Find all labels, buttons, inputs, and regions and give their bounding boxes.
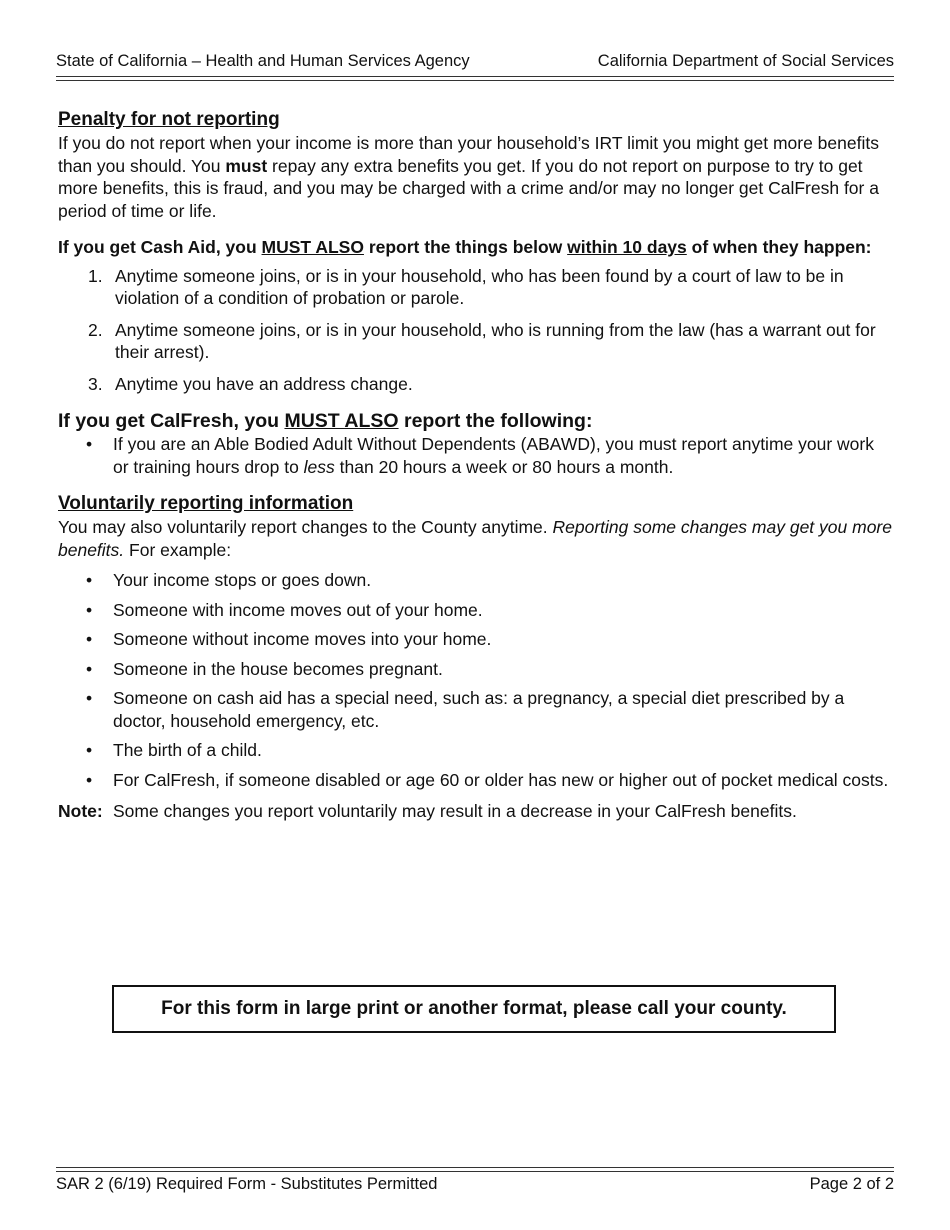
penalty-paragraph: If you do not report when your income is more than your household’s IRT limit you might get more benefits than you should. You must repay any extra benefits you get. If you do not report on purpose to try to get more benefits, this is fraud, and you may be charged with a crime and/or may no longer get CalFresh for a period of time or life.: [58, 133, 879, 221]
large-print-callout: For this form in large print or another format, please call your county.: [112, 985, 836, 1033]
cash-aid-list: [58, 265, 894, 396]
list-item: • For CalFresh, if someone disabled or age 60 or older has new or higher out of pocket medical costs.: [86, 769, 889, 790]
bullet-icon: •: [86, 434, 93, 454]
header-department: California Department of Social Services: [597, 52, 894, 70]
header-agency: State of California – Health and Human Services Agency: [56, 52, 470, 70]
bullet-icon: •: [86, 740, 93, 760]
header-rule: [56, 76, 894, 77]
voluntary-intro: You may also voluntarily report changes to the County anytime. Reporting some changes may get you more benefits. For example:: [58, 517, 892, 560]
page-footer: [56, 1175, 894, 1194]
bullet-icon: •: [86, 658, 93, 679]
footer-rule: [56, 1167, 894, 1168]
page-header: [56, 52, 894, 71]
bullet-icon: •: [86, 599, 93, 620]
voluntary-list: [58, 569, 894, 791]
list-item: 2. Anytime someone joins, or is in your household, who is running from the law (has a warrant out for their arrest).: [88, 319, 876, 362]
form-id: SAR 2 (6/19) Required Form - Substitutes Permitted: [56, 1175, 438, 1193]
calfresh-title: If you get CalFresh, you MUST ALSO report the following:: [58, 410, 593, 432]
bullet-icon: •: [86, 688, 93, 708]
list-item: • The birth of a child.: [86, 740, 262, 760]
cash-aid-intro: If you get Cash Aid, you MUST ALSO report the things below within 10 days of when they happen:: [58, 237, 872, 257]
list-item: • Someone without income moves into your home.: [86, 629, 492, 649]
list-item: • Someone on cash aid has a special need, such as: a pregnancy, a special diet prescribed by a doctor, household emergency, etc.: [86, 688, 845, 731]
footer-rule-double: [56, 1171, 894, 1172]
list-item: 1. Anytime someone joins, or is in your household, who has been found by a court of law to be in violation of a condition of probation or parole.: [88, 265, 844, 308]
bullet-icon: •: [86, 570, 93, 590]
list-item: • Someone in the house becomes pregnant.: [86, 658, 443, 679]
list-item: • If you are an Able Bodied Adult Without Dependents (ABAWD), you must report anytime your work or training hours drop to less than 20 hours a week or 80 hours a month.: [86, 434, 874, 477]
bullet-icon: •: [86, 629, 93, 649]
note-text: Some changes you report voluntarily may result in a decrease in your CalFresh benefits.: [113, 801, 797, 821]
bullet-icon: •: [86, 769, 93, 790]
penalty-title: Penalty for not reporting: [58, 109, 280, 130]
note: [58, 800, 894, 823]
main-content: [58, 108, 894, 823]
header-rule-double: [56, 80, 894, 81]
list-item: • Someone with income moves out of your home.: [86, 599, 483, 620]
page-number: Page 2 of 2: [809, 1175, 894, 1193]
voluntary-title: Voluntarily reporting information: [58, 493, 354, 514]
calfresh-list: [58, 433, 894, 478]
list-item: • Your income stops or goes down.: [86, 570, 372, 590]
note-label: Note:: [58, 801, 103, 821]
list-item: 3. Anytime you have an address change.: [88, 373, 413, 394]
